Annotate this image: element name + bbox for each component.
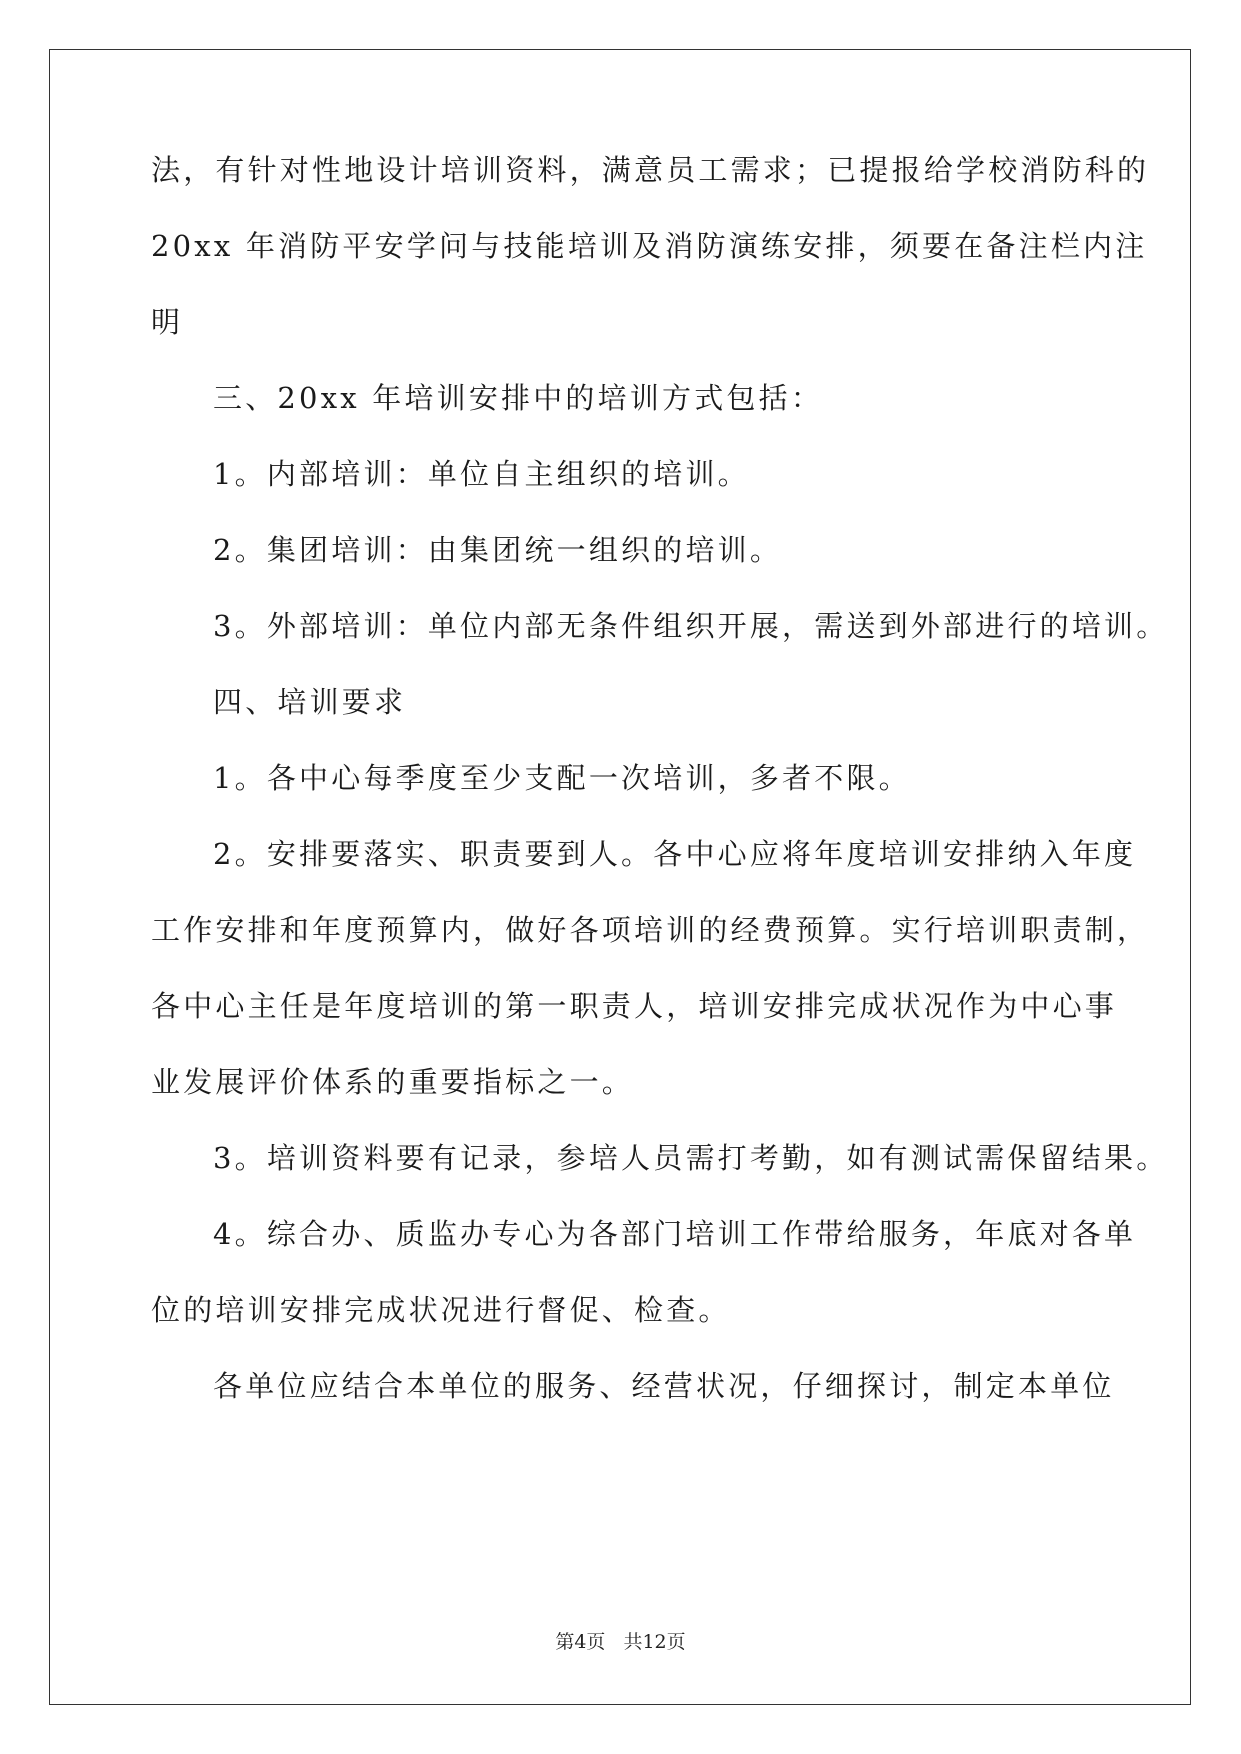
body-text-line: 明 bbox=[151, 305, 184, 339]
section-heading: 四、培训要求 bbox=[213, 685, 407, 719]
body-text-line: 20xx 年消防平安学问与技能培训及消防演练安排，须要在备注栏内注 bbox=[151, 229, 1148, 263]
body-text-line: 位的培训安排完成状况进行督促、检查。 bbox=[151, 1293, 731, 1327]
body-text-line: 业发展评价体系的重要指标之一。 bbox=[151, 1065, 635, 1099]
page-total: 共12页 bbox=[623, 1631, 686, 1653]
body-text-line: 各中心主任是年度培训的第一职责人，培训安排完成状况作为中心事 bbox=[151, 989, 1118, 1023]
list-item: 3。外部培训：单位内部无条件组织开展，需送到外部进行的培训。 bbox=[213, 609, 1169, 643]
section-heading: 三、20xx 年培训安排中的培训方式包括： bbox=[213, 381, 824, 415]
page-number: 第4页 bbox=[555, 1631, 606, 1653]
list-item: 2。安排要落实、职责要到人。各中心应将年度培训安排纳入年度 bbox=[213, 837, 1137, 871]
body-text-line: 各单位应结合本单位的服务、经营状况，仔细探讨，制定本单位 bbox=[213, 1369, 1115, 1403]
list-item: 1。内部培训：单位自主组织的培训。 bbox=[213, 457, 750, 491]
body-text-line: 法，有针对性地设计培训资料，满意员工需求；已提报给学校消防科的 bbox=[151, 153, 1150, 187]
list-item: 3。培训资料要有记录，参培人员需打考勤，如有测试需保留结果。 bbox=[213, 1141, 1169, 1175]
list-item: 4。综合办、质监办专心为各部门培训工作带给服务，年底对各单 bbox=[213, 1217, 1137, 1251]
page-border bbox=[49, 49, 1191, 1705]
list-item: 1。各中心每季度至少支配一次培训，多者不限。 bbox=[213, 761, 911, 795]
body-text-line: 工作安排和年度预算内，做好各项培训的经费预算。实行培训职责制， bbox=[151, 913, 1150, 947]
page-footer bbox=[0, 1630, 1241, 1654]
list-item: 2。集团培训：由集团统一组织的培训。 bbox=[213, 533, 783, 567]
